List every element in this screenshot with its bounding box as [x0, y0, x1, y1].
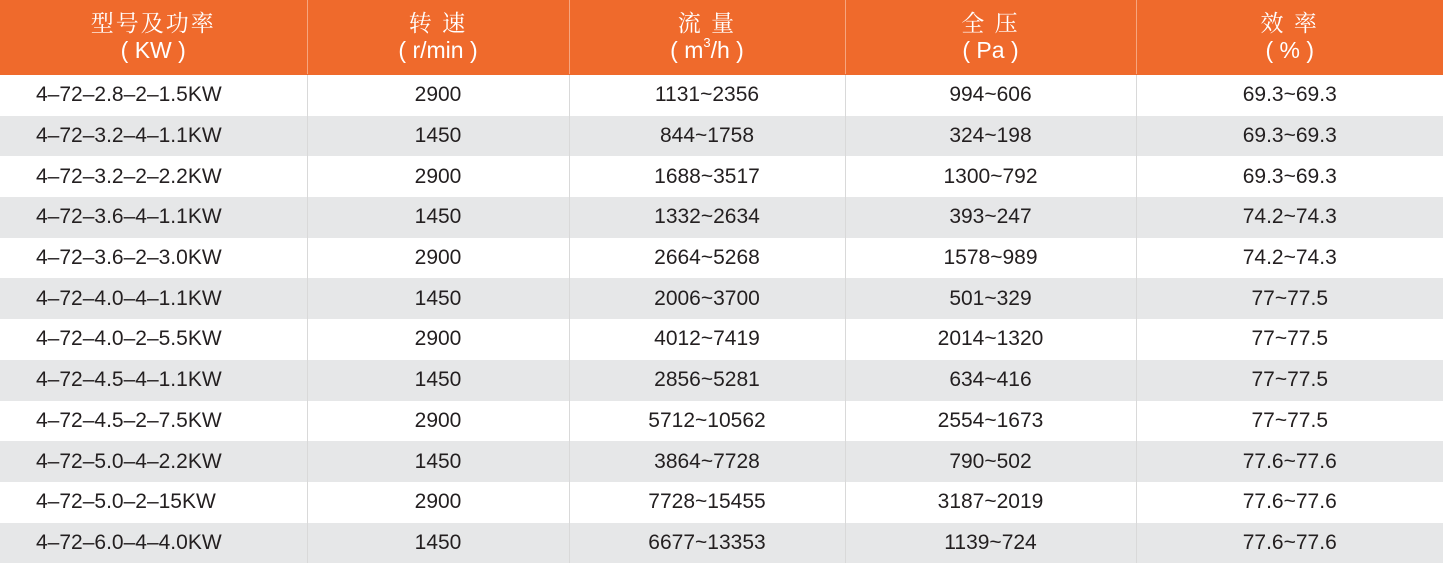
- efficiency-cell: 69.3~69.3: [1136, 75, 1443, 116]
- efficiency-cell: 77~77.5: [1136, 278, 1443, 319]
- header-flow-unit: [570, 37, 845, 64]
- speed-cell: 2900: [307, 401, 569, 442]
- header-model-power: [0, 0, 307, 75]
- flow-cell: 1131~2356: [569, 75, 845, 116]
- efficiency-cell: 69.3~69.3: [1136, 156, 1443, 197]
- model-cell: 4–72–3.6–4–1.1KW: [0, 197, 307, 238]
- flow-cell: 7728~15455: [569, 482, 845, 523]
- model-cell: 4–72–6.0–4–4.0KW: [0, 523, 307, 564]
- flow-cell: 844~1758: [569, 116, 845, 157]
- table-row: [0, 441, 1443, 482]
- header-flow-unit-pre: ( m: [670, 37, 704, 63]
- flow-cell: 2664~5268: [569, 238, 845, 279]
- speed-cell: 1450: [307, 197, 569, 238]
- efficiency-cell: 74.2~74.3: [1136, 197, 1443, 238]
- model-cell: 4–72–4.0–2–5.5KW: [0, 319, 307, 360]
- table-row: [0, 238, 1443, 279]
- flow-cell: 1688~3517: [569, 156, 845, 197]
- pressure-cell: 393~247: [845, 197, 1136, 238]
- header-speed: [307, 0, 569, 75]
- table-row: [0, 523, 1443, 564]
- pressure-cell: 634~416: [845, 360, 1136, 401]
- pressure-cell: 790~502: [845, 441, 1136, 482]
- header-row: [0, 0, 1443, 75]
- speed-cell: 2900: [307, 482, 569, 523]
- efficiency-cell: 77.6~77.6: [1136, 523, 1443, 564]
- header-flow-unit-post: /h ): [710, 37, 744, 63]
- flow-cell: 4012~7419: [569, 319, 845, 360]
- header-efficiency: [1136, 0, 1443, 75]
- speed-cell: 2900: [307, 75, 569, 116]
- flow-cell: 3864~7728: [569, 441, 845, 482]
- table-row: [0, 116, 1443, 157]
- table-header: [0, 0, 1443, 75]
- table-row: [0, 319, 1443, 360]
- efficiency-cell: 77~77.5: [1136, 401, 1443, 442]
- speed-cell: 1450: [307, 360, 569, 401]
- pressure-cell: 2554~1673: [845, 401, 1136, 442]
- table-row: [0, 278, 1443, 319]
- model-cell: 4–72–2.8–2–1.5KW: [0, 75, 307, 116]
- speed-cell: 2900: [307, 238, 569, 279]
- table-row: [0, 75, 1443, 116]
- header-speed-unit: ( r/min ): [398, 37, 478, 63]
- header-model-title: 型号及功率: [90, 10, 216, 36]
- efficiency-cell: 74.2~74.3: [1136, 238, 1443, 279]
- flow-cell: 2856~5281: [569, 360, 845, 401]
- flow-cell: 6677~13353: [569, 523, 845, 564]
- speed-cell: 1450: [307, 278, 569, 319]
- header-speed-title: 转 速: [408, 10, 468, 36]
- header-flow-unit-sup: 3: [703, 35, 711, 51]
- pressure-cell: 2014~1320: [845, 319, 1136, 360]
- flow-cell: 5712~10562: [569, 401, 845, 442]
- table-body: [0, 75, 1443, 564]
- speed-cell: 1450: [307, 116, 569, 157]
- model-cell: 4–72–4.5–2–7.5KW: [0, 401, 307, 442]
- model-cell: 4–72–5.0–4–2.2KW: [0, 441, 307, 482]
- header-pressure-title: 全 压: [961, 10, 1020, 36]
- efficiency-cell: 69.3~69.3: [1136, 116, 1443, 157]
- header-pressure-unit: ( Pa ): [962, 37, 1019, 63]
- pressure-cell: 501~329: [845, 278, 1136, 319]
- header-efficiency-unit: ( % ): [1265, 37, 1315, 63]
- table-row: [0, 401, 1443, 442]
- speed-cell: 1450: [307, 441, 569, 482]
- flow-cell: 1332~2634: [569, 197, 845, 238]
- pressure-cell: 1578~989: [845, 238, 1136, 279]
- model-cell: 4–72–4.5–4–1.1KW: [0, 360, 307, 401]
- header-model-unit: ( KW ): [120, 37, 186, 63]
- pressure-cell: 1139~724: [845, 523, 1136, 564]
- table-row: [0, 360, 1443, 401]
- header-pressure: [845, 0, 1136, 75]
- pressure-cell: 3187~2019: [845, 482, 1136, 523]
- model-cell: 4–72–3.2–4–1.1KW: [0, 116, 307, 157]
- header-efficiency-title: 效 率: [1260, 10, 1319, 36]
- efficiency-cell: 77~77.5: [1136, 319, 1443, 360]
- table-row: [0, 156, 1443, 197]
- table-row: [0, 482, 1443, 523]
- flow-cell: 2006~3700: [569, 278, 845, 319]
- header-flow-title: 流 量: [677, 10, 737, 36]
- efficiency-cell: 77~77.5: [1136, 360, 1443, 401]
- efficiency-cell: 77.6~77.6: [1136, 441, 1443, 482]
- model-cell: 4–72–3.6–2–3.0KW: [0, 238, 307, 279]
- model-cell: 4–72–4.0–4–1.1KW: [0, 278, 307, 319]
- efficiency-cell: 77.6~77.6: [1136, 482, 1443, 523]
- speed-cell: 2900: [307, 156, 569, 197]
- header-flow: [569, 0, 845, 75]
- pressure-cell: 1300~792: [845, 156, 1136, 197]
- table-row: [0, 197, 1443, 238]
- speed-cell: 2900: [307, 319, 569, 360]
- model-cell: 4–72–3.2–2–2.2KW: [0, 156, 307, 197]
- pressure-cell: 994~606: [845, 75, 1136, 116]
- speed-cell: 1450: [307, 523, 569, 564]
- pressure-cell: 324~198: [845, 116, 1136, 157]
- model-cell: 4–72–5.0–2–15KW: [0, 482, 307, 523]
